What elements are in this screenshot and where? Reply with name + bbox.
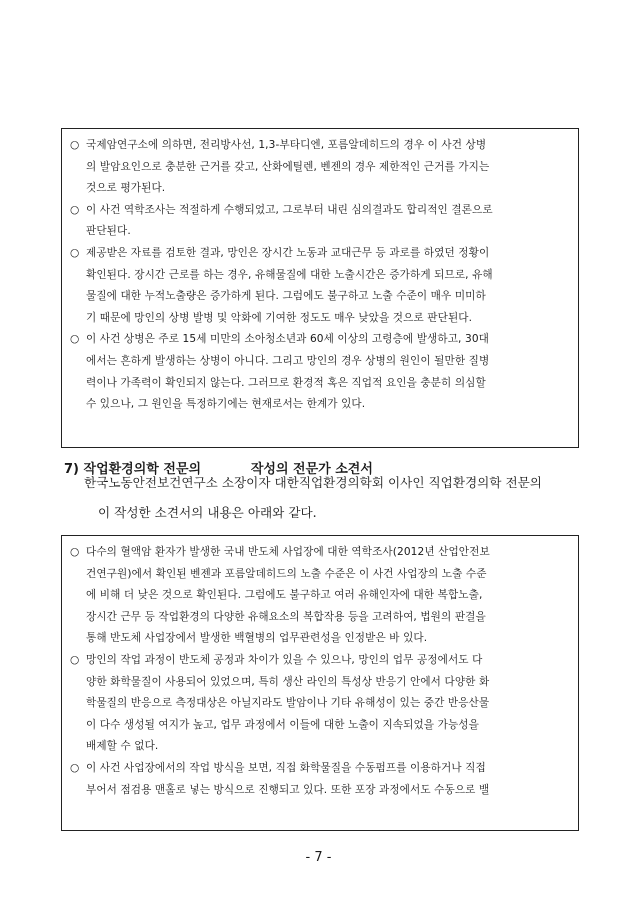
- intro-paragraph-line-2: 이 작성한 소견서의 내용은 아래와 같다.: [98, 505, 317, 520]
- bullet-line: [70, 736, 570, 758]
- section-heading: 7) 작업환경의학 전문의 작성의 전문가 소견서: [64, 462, 373, 477]
- bullet-line-text: 다수의 혈액암 환자가 발생한 국내 반도체 사업장에 대한 역학조사(2012년 산업안전보: [86, 546, 490, 558]
- bullet-item: [70, 243, 570, 329]
- bullet-line-text: 학물질의 반응으로 측정대상은 아닐지라도 발암이나 기타 유해성이 있는 중간 반응산물: [86, 697, 490, 710]
- bullet-line: [70, 178, 570, 200]
- circle-bullet-icon: ○: [70, 246, 80, 259]
- bullet-line-text: 판단된다.: [86, 225, 131, 238]
- bullet-line: [70, 329, 570, 351]
- bullet-line-text: 에 비해 더 낮은 것으로 확인된다. 그럼에도 불구하고 여러 유해인자에 대한 복합노출,: [86, 589, 483, 602]
- bullet-line-text: 부어서 점검용 맨홀로 넣는 방식으로 진행되고 있다. 또한 포장 과정에서도 수동으로 밸: [86, 783, 490, 796]
- bullet-line: [70, 308, 570, 330]
- bullet-line: [70, 265, 570, 287]
- bullet-item: [70, 542, 570, 650]
- intro-paragraph-line-1: 한국노동안전보건연구소 소장이자 대한직업환경의학회 이사인 직업환경의학 전문의: [84, 475, 542, 490]
- bullet-line-text: 물질에 대한 누적노출량은 증가하게 된다. 그럼에도 불구하고 노출 수준이 매우 미미하: [86, 290, 486, 303]
- circle-bullet-icon: ○: [70, 139, 80, 151]
- circle-bullet-icon: ○: [70, 761, 80, 774]
- circle-bullet-icon: ○: [70, 653, 80, 666]
- bullet-line: [70, 200, 570, 222]
- bullet-line-text: 확인된다. 장시간 근로를 하는 경우, 유해물질에 대한 노출시간은 증가하게 되므로, 유해: [86, 268, 493, 281]
- circle-bullet-icon: ○: [70, 546, 80, 558]
- bullet-line-text: 수 있으나, 그 원인을 특정하기에는 현재로서는 한계가 있다.: [86, 398, 366, 411]
- bullet-line-text: 제공받은 자료를 검토한 결과, 망인은 장시간 노동과 교대근무 등 과로를 하였던 정황이: [86, 246, 490, 259]
- bullet-line-text: 통해 반도체 사업장에서 발생한 백혈병의 업무관련성을 인정받은 바 있다.: [86, 632, 428, 645]
- bullet-line-text: 망인의 작업 과정이 반도체 공정과 차이가 있을 수 있으나, 망인의 업무 공정에서도 다: [86, 653, 483, 666]
- bullet-line-text: 이 사건 상병은 주로 15세 미만의 소아청소년과 60세 이상의 고령층에 발생하고, 30대: [86, 333, 489, 346]
- bullet-line: [70, 758, 570, 780]
- bullet-line: [70, 564, 570, 586]
- bullet-item: [70, 200, 570, 243]
- bullet-line: [70, 157, 570, 179]
- bullet-line: [70, 394, 570, 416]
- bullet-line-text: 이 사건 사업장에서의 작업 방식을 보면, 직접 화학물질을 수동펌프를 이용하거나 직접: [86, 761, 486, 774]
- circle-bullet-icon: ○: [70, 333, 80, 346]
- bullet-line-text: 이 다수 생성될 여지가 높고, 업무 과정에서 이들에 대한 노출이 지속되었을 가능성을: [86, 718, 479, 731]
- bullet-line: [70, 135, 570, 157]
- bullet-line-text: 건연구원)에서 확인된 벤젠과 포름알데히드의 노출 수준은 이 사건 사업장의 노출 수준: [86, 567, 487, 580]
- opinion-box-1: [61, 128, 579, 448]
- bullet-line: [70, 542, 570, 564]
- bullet-line-text: 장시간 근무 등 작업환경의 다양한 유해요소의 복합작용 등을 고려하여, 법원의 판결을: [86, 610, 486, 623]
- bullet-item: [70, 329, 570, 415]
- bullet-item: [70, 758, 570, 801]
- bullet-line: [70, 373, 570, 395]
- bullet-line-text: 력이나 가족력이 확인되지 않는다. 그러므로 환경적 혹은 직업적 요인을 충분히 의심할: [86, 376, 486, 389]
- bullet-line: [70, 243, 570, 265]
- bullet-line: [70, 672, 570, 694]
- bullet-item: [70, 135, 570, 200]
- bullet-line-text: 배제할 수 없다.: [86, 740, 159, 753]
- opinion-box-2: [61, 535, 579, 831]
- bullet-item: [70, 650, 570, 758]
- bullet-line: [70, 650, 570, 672]
- page-number: - 7 -: [305, 850, 332, 865]
- circle-bullet-icon: ○: [70, 203, 80, 216]
- bullet-line-text: 양한 화학물질이 사용되어 있었으며, 특히 생산 라인의 특성상 반응기 안에서 다양한 화: [86, 675, 490, 688]
- bullet-line-text: 에서는 흔하게 발생하는 상병이 아니다. 그리고 망인의 경우 상병의 원인이 될만한 질병: [86, 354, 490, 367]
- bullet-line: [70, 585, 570, 607]
- bullet-line: [70, 351, 570, 373]
- bullet-line: [70, 286, 570, 308]
- bullet-line: [70, 607, 570, 629]
- bullet-line: [70, 221, 570, 243]
- bullet-line-text: 국제암연구소에 의하면, 전리방사선, 1,3-부타디엔, 포름알데히드의 경우 이 사건 상병: [86, 139, 487, 151]
- bullet-line: [70, 780, 570, 802]
- bullet-line: [70, 693, 570, 715]
- bullet-line-text: 이 사건 역학조사는 적절하게 수행되었고, 그로부터 내린 심의결과도 합리적인 결론으로: [86, 203, 493, 216]
- bullet-line-text: 의 발암요인으로 충분한 근거를 갖고, 산화에틸렌, 벤젠의 경우 제한적인 근거를 가지는: [86, 160, 490, 173]
- bullet-line: [70, 715, 570, 737]
- bullet-line: [70, 628, 570, 650]
- bullet-line-text: 기 때문에 망인의 상병 발병 및 악화에 기여한 정도도 매우 낮았을 것으로 판단된다.: [86, 311, 473, 324]
- bullet-line-text: 것으로 평가된다.: [86, 182, 166, 195]
